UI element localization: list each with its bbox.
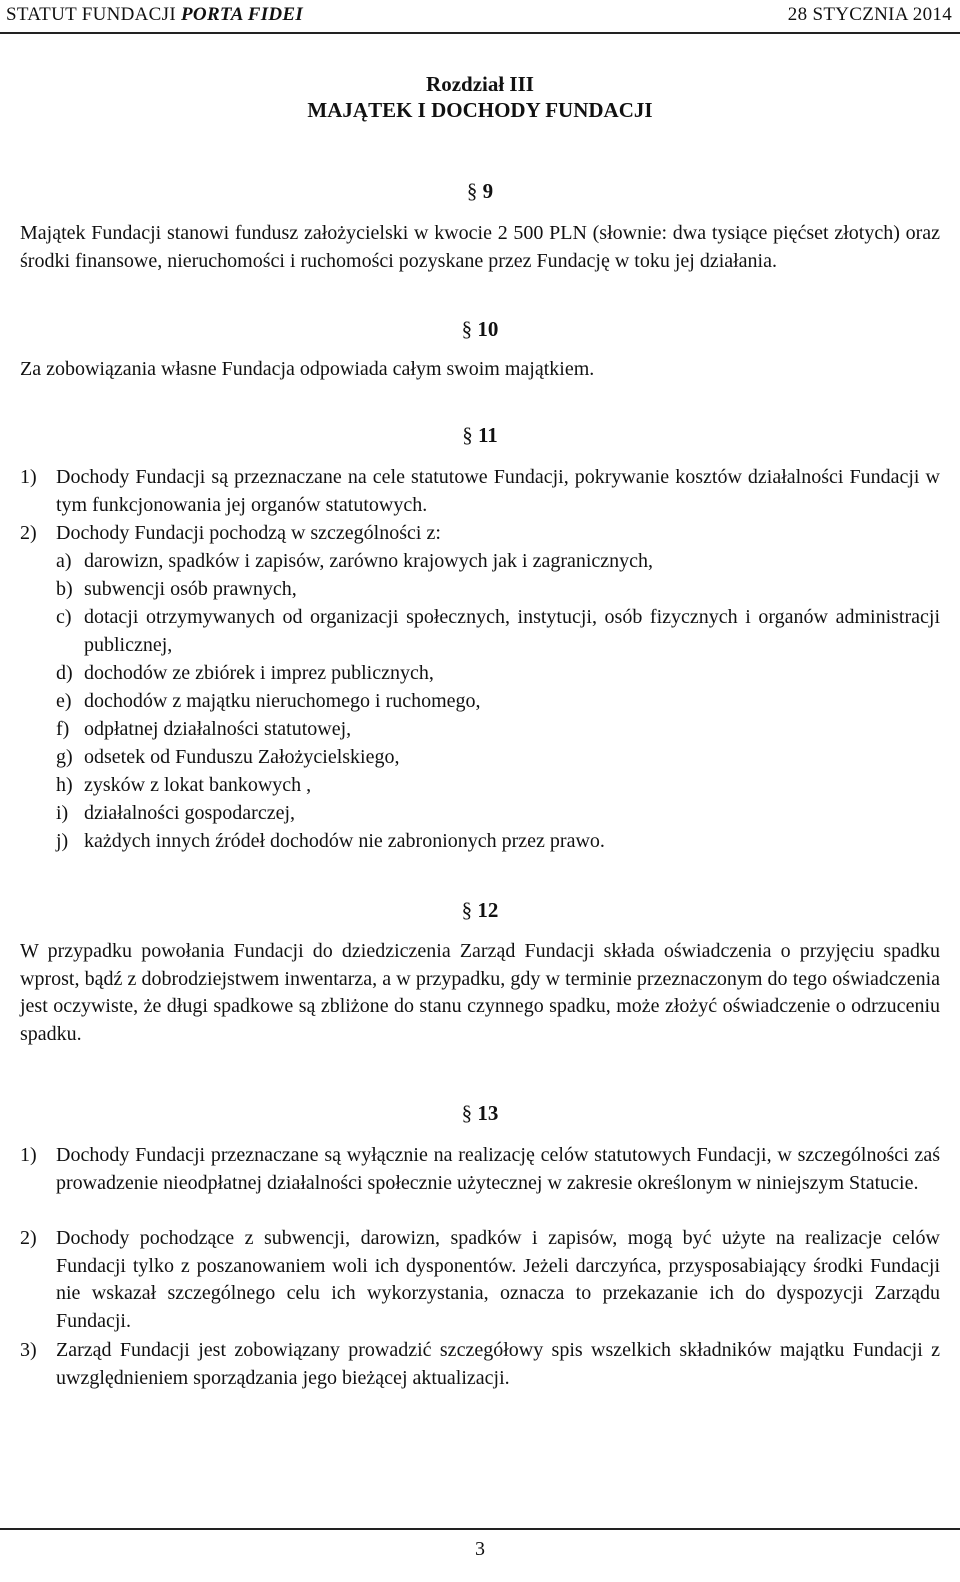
- section-symbol: §: [462, 423, 473, 447]
- sub-item-f: [56, 716, 940, 744]
- sub-item-text: każdych innych źródeł dochodów nie zabronionych przez prawo.: [84, 830, 605, 852]
- sub-item-j: [56, 828, 940, 856]
- sub-item-h: [56, 772, 940, 800]
- sub-item-text: darowizn, spadków i zapisów, zarówno krajowych jak i zagranicznych,: [84, 550, 654, 572]
- section-number: 13: [477, 1101, 499, 1125]
- section-13-item-3: [20, 1337, 940, 1392]
- section-12-text: W przypadku powołania Fundacji do dziedziczenia Zarząd Fundacji składa oświadczenia o przyjęciu spadku wprost, bądź z dobrodziejstwem inwentarza, a w przypadku, gdy w terminie przeznaczonym do tego oświadczenia jest oczywiste, że długi spadkowe są zbliżone do stanu czynnego spadku, może złożyć oświadczenie o odrzuceniu spadku.: [20, 940, 940, 1045]
- header-rule: [0, 32, 960, 34]
- header-date: 28 STYCZNIA 2014: [787, 4, 952, 25]
- sub-item-letter: g): [56, 746, 73, 768]
- sub-item-e: [56, 688, 940, 716]
- sub-item-letter: j): [56, 830, 69, 852]
- section-symbol: §: [461, 898, 473, 922]
- chapter-title: MAJĄTEK I DOCHODY FUNDACJI: [307, 98, 653, 122]
- header-title: [6, 4, 303, 26]
- section-symbol: §: [466, 179, 478, 203]
- sub-item-letter: h): [56, 774, 73, 796]
- item-number: 2): [20, 1227, 37, 1249]
- page-header: [0, 0, 960, 36]
- section-12-heading: [0, 898, 960, 923]
- section-symbol: §: [461, 1101, 473, 1125]
- section-number: 11: [477, 423, 498, 447]
- header-title-prefix: STATUT FUNDACJI: [6, 4, 182, 25]
- sub-item-letter: a): [56, 550, 72, 572]
- section-number: 9: [482, 179, 494, 203]
- sub-item-g: [56, 744, 940, 772]
- item-text: Dochody pochodzące z subwencji, darowizn, spadków i zapisów, mogą być użyte na realizacje celów Fundacji tylko z poszanowaniem woli ich dysponentów. Jeżeli darczyńca, przysposabiający środki Fundacji nie wskazał szczególnego celu ich wykorzystania, oznacza to przekazanie ich do dyspozycji Zarządu Fundacji.: [56, 1227, 940, 1332]
- sub-item-letter: e): [56, 690, 72, 712]
- sub-item-a: [56, 548, 940, 576]
- sub-item-text: odsetek od Funduszu Założycielskiego,: [84, 746, 400, 768]
- sub-item-text: zysków z lokat bankowych ,: [84, 774, 312, 796]
- sub-item-text: subwencji osób prawnych,: [84, 578, 297, 600]
- sub-item-text: dochodów z majątku nieruchomego i ruchomego,: [84, 690, 481, 712]
- item-text: Dochody Fundacji pochodzą w szczególności z:: [56, 522, 441, 544]
- footer-rule: [0, 1528, 960, 1530]
- section-13-item-2: [20, 1225, 940, 1335]
- section-10-heading: [0, 317, 960, 342]
- section-9-heading: [0, 179, 960, 204]
- sub-item-text: dotacji otrzymywanych od organizacji społecznych, instytucji, osób fizycznych i organów administracji publicznej,: [84, 606, 940, 656]
- item-number: 2): [20, 522, 37, 544]
- sub-item-letter: c): [56, 606, 72, 628]
- item-number: 3): [20, 1339, 37, 1361]
- item-text: Dochody Fundacji przeznaczane są wyłącznie na realizację celów statutowych Fundacji, w szczególności zaś prowadzenie nieodpłatnej działalności społecznie użytecznej w zakresie określonym w niniejszym Statucie.: [56, 1144, 940, 1194]
- sub-item-letter: i): [56, 802, 69, 824]
- item-text: Dochody Fundacji są przeznaczane na cele statutowe Fundacji, pokrywanie kosztów działalności Fundacji w tym funkcjonowania jej organów statutowych.: [56, 466, 940, 516]
- section-10-text: Za zobowiązania własne Fundacja odpowiada całym swoim majątkiem.: [20, 358, 595, 380]
- section-number: 12: [477, 898, 499, 922]
- item-number: 1): [20, 466, 37, 488]
- page-number: 3: [475, 1538, 485, 1560]
- sub-item-d: [56, 660, 940, 688]
- sub-item-text: odpłatnej działalności statutowej,: [84, 718, 352, 740]
- sub-item-i: [56, 800, 940, 828]
- section-13-item-1: [20, 1142, 940, 1197]
- item-number: 1): [20, 1144, 37, 1166]
- sub-item-c: [56, 604, 940, 659]
- section-13-heading: [0, 1101, 960, 1126]
- section-11-heading: [0, 423, 960, 448]
- chapter-number: Rozdział III: [426, 72, 534, 96]
- section-symbol: §: [461, 317, 473, 341]
- section-11-item-2: [20, 520, 940, 548]
- sub-item-text: dochodów ze zbiórek i imprez publicznych,: [84, 662, 434, 684]
- item-text: Zarząd Fundacji jest zobowiązany prowadzić szczegółowy spis wszelkich składników majątku Fundacji z uwzględnieniem sporządzania jego bieżącej aktualizacji.: [56, 1339, 940, 1389]
- section-9-text: Majątek Fundacji stanowi fundusz założycielski w kwocie 2 500 PLN (słownie: dwa tysiące pięćset złotych) oraz środki finansowe, nieruchomości i ruchomości pozyskane przez Fundację w toku jej działania.: [20, 222, 940, 272]
- section-number: 10: [477, 317, 499, 341]
- sub-item-b: [56, 576, 940, 604]
- sub-item-letter: b): [56, 578, 73, 600]
- sub-item-letter: d): [56, 662, 73, 684]
- sub-item-text: działalności gospodarczej,: [84, 802, 296, 824]
- sub-item-letter: f): [56, 718, 70, 740]
- header-foundation-name: PORTA FIDEI: [181, 4, 304, 25]
- section-11-item-1: [20, 464, 940, 519]
